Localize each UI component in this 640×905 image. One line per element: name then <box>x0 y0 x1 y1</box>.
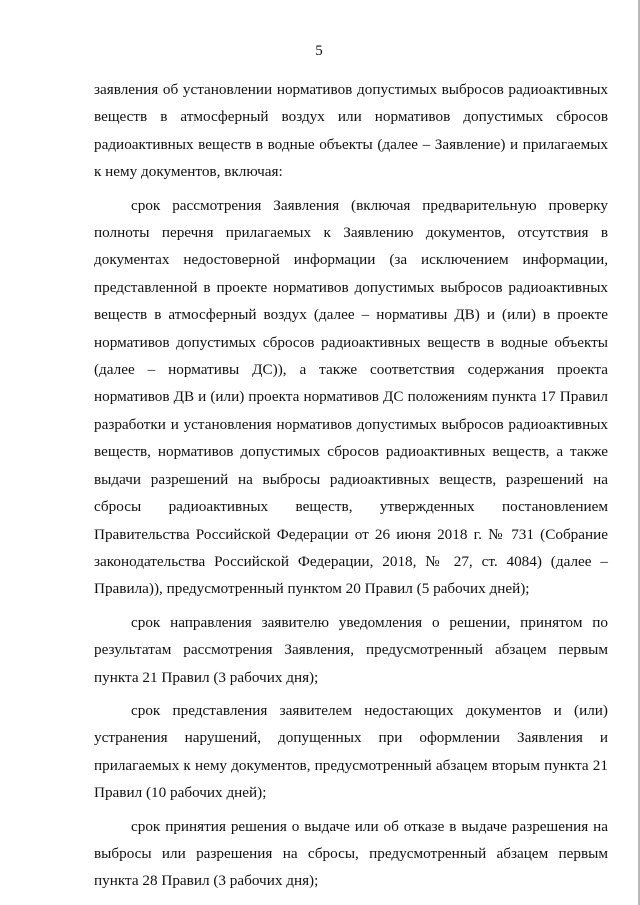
paragraph-review-term: срок рассмотрения Заявления (включая предварительную проверку полноты перечня прилагаемых к Заявлению документов, отсутствия в документах недостоверной информации (за исключением информации, представленной в проекте нормативов допустимых выбросов радиоактивных веществ в атмосферный воздух (далее – нормативы ДВ) и (или) в проекте нормативов допустимых сбросов радиоактивных веществ в водные объекты (далее – нормативы ДС)), а также соответствия содержания проекта нормативов ДВ и (или) проекта нормативов ДС положениям пункта 17 Правил разработки и установления нормативов допустимых выбросов радиоактивных веществ, нормативов допустимых сбросов радиоактивных веществ, а также выдачи разрешений на выбросы радиоактивных веществ, разрешений на сбросы радиоактивных веществ, утвержденных постановлением Правительства Российской Федерации от 26 июня 2018 г. № 731 (Собрание законодательства Российской Федерации, 2018, № 27, ст. 4084) (далее – Правила)), предусмотренный пунктом 20 Правил (5 рабочих дней); <box>94 196 608 598</box>
page-number: 5 <box>315 43 323 59</box>
document-body <box>94 76 608 895</box>
paragraph-decision-term: срок принятия решения о выдаче или об отказе в выдаче разрешения на выбросы или разрешения на сбросы, предусмотренный абзацем первым пункта 28 Правил (3 рабочих дня); <box>94 817 608 890</box>
paragraph-application-intro: заявления об установлении нормативов допустимых выбросов радиоактивных веществ в атмосферный воздух или нормативов допустимых сбросов радиоактивных веществ в водные объекты (далее – Заявление) и прилагаемых к нему документов, включая: <box>94 81 608 181</box>
paragraph-notification-term: срок направления заявителю уведомления о решении, принятом по результатам рассмотрения Заявления, предусмотренный абзацем первым пункта 21 Правил (3 рабочих дня); <box>94 613 608 686</box>
paragraph-missing-documents-term: срок представления заявителем недостающих документов и (или) устранения нарушений, допущенных при оформлении Заявления и прилагаемых к нему документов, предусмотренный абзацем вторым пункта 21 Правил (10 рабочих дней); <box>94 701 608 802</box>
